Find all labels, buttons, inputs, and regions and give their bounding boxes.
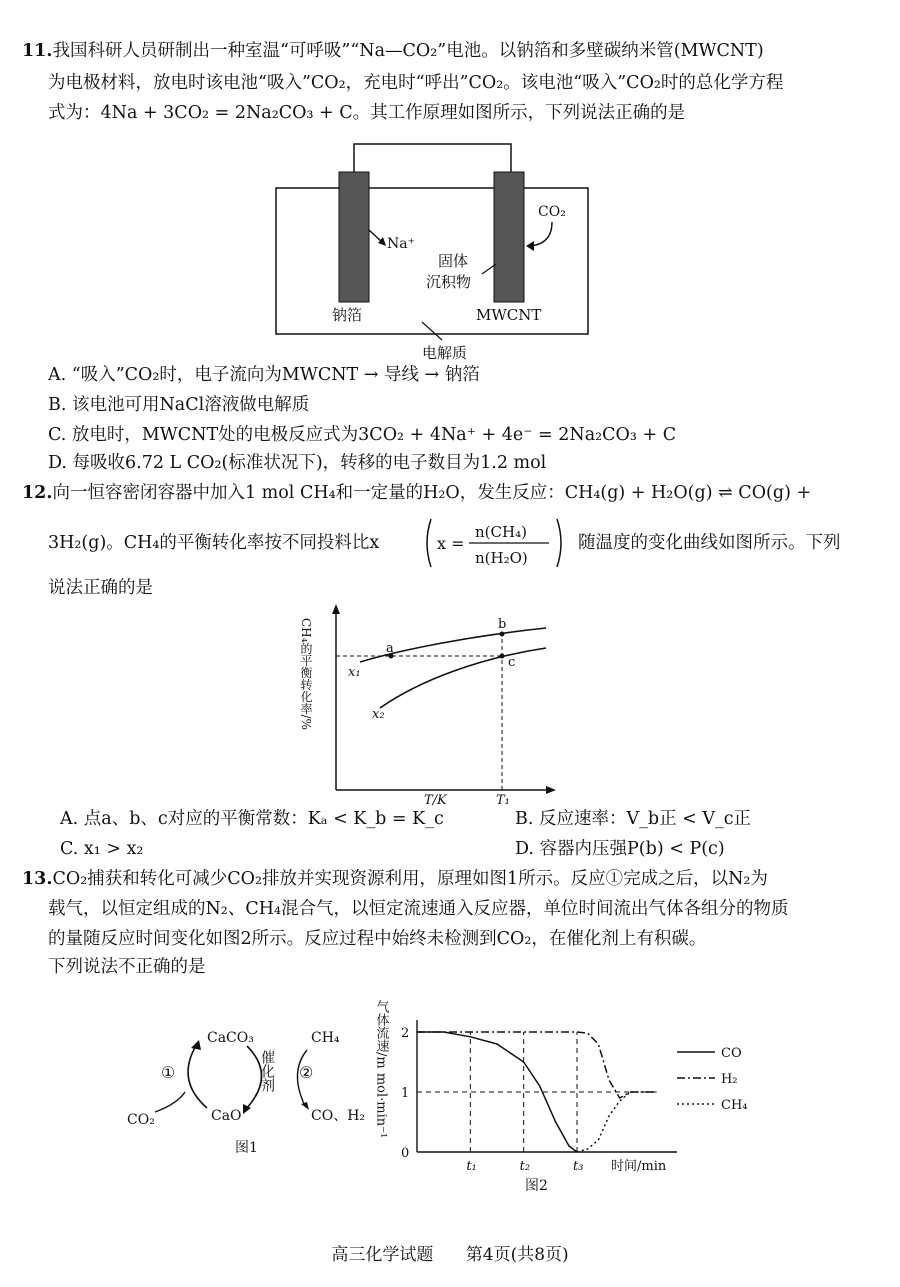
- time-xlabel: 时间/min: [611, 1159, 667, 1174]
- q11-option-a: A. “吸入”CO₂时，电子流向为MWCNT → 导线 → 钠箔: [48, 365, 480, 385]
- q13-text-1: CO₂捕获和转化可减少CO₂排放并实现资源利用，原理如图1所示。反应①完成之后，以N₂为: [52, 869, 768, 889]
- curve-x2: [380, 648, 546, 708]
- q12-option-d: D. 容器内压强P(b) < P(c): [515, 839, 725, 859]
- figure-2-caption: 图2: [525, 1178, 548, 1194]
- sodium-foil-label: 钠箔: [332, 306, 363, 324]
- svg-text:①: ①: [161, 1063, 176, 1082]
- battery-diagram: [270, 140, 600, 365]
- q11-number: 11.: [22, 41, 53, 61]
- x-tick-label: t₂: [519, 1159, 531, 1174]
- q12-text-1: 向一恒容密闭容器中加入1 mol CH₄和一定量的H₂O，发生反应：CH₄(g) + H₂O(g) ⇌ CO(g) +: [52, 483, 812, 503]
- x-tick-label: t₁: [466, 1159, 477, 1174]
- q13-line2: 载气，以恒定组成的N₂、CH₄混合气，以恒定流速通入反应器，单位时间流出气体各组分的物质: [48, 899, 789, 919]
- legend-label: H₂: [721, 1072, 738, 1087]
- series-CH₄: [577, 1092, 657, 1152]
- q12-line2a: 3H₂(g)。CH₄的平衡转化率按不同投料比x: [48, 533, 380, 553]
- point-c: [500, 654, 505, 659]
- q13-line4: 下列说法不正确的是: [48, 957, 206, 977]
- mwcnt-label: MWCNT: [476, 306, 542, 324]
- na-ion-label: Na⁺: [387, 236, 415, 252]
- series-H₂: [417, 1032, 657, 1098]
- svg-text:a: a: [386, 641, 394, 656]
- svg-text:T₁: T₁: [496, 793, 510, 808]
- q11-line2: 为电极材料，放电时该电池“吸入”CO₂，充电时“呼出”CO₂。该电池“吸入”CO₂时的总化学方程: [48, 73, 784, 93]
- svg-text:x₁: x₁: [348, 665, 361, 680]
- q11-option-d: D. 每吸收6.72 L CO₂(标准状况下)，转移的电子数目为1.2 mol: [48, 453, 547, 473]
- y-tick-label: 1: [401, 1086, 410, 1101]
- footer-subject: 高三化学试题: [331, 1245, 434, 1265]
- solid-label-1: 固体: [438, 252, 469, 270]
- q11-line3: 式为：4Na + 3CO₂ = 2Na₂CO₃ + C。其工作原理如图所示，下列说法正确的是: [48, 103, 686, 123]
- point-b: [500, 632, 505, 637]
- svg-text:催化剂: 催化剂: [259, 1050, 275, 1092]
- q12-option-a: A. 点a、b、c对应的平衡常数：Kₐ < K_b = K_c: [60, 809, 444, 829]
- conversion-ylabel: CH₄的平衡转化率/%: [299, 618, 313, 730]
- flow-ylabel: 气体流速/m mol·min⁻¹: [373, 1000, 389, 1139]
- q11-line1: [22, 38, 764, 64]
- svg-text:图1: 图1: [235, 1140, 258, 1156]
- legend-label: CH₄: [721, 1098, 748, 1113]
- q12-line3: 说法正确的是: [48, 578, 153, 598]
- sodium-foil-electrode: [339, 172, 369, 302]
- svg-text:CO、H₂: CO、H₂: [311, 1108, 366, 1124]
- q11-option-b: B. 该电池可用NaCl溶液做电解质: [48, 395, 310, 415]
- fraction-denominator: n(H₂O): [475, 549, 528, 567]
- q13-number: 13.: [22, 869, 53, 889]
- svg-text:CaCO₃: CaCO₃: [207, 1030, 254, 1046]
- wire: [354, 144, 511, 172]
- q12-option-c: C. x₁ > x₂: [60, 839, 144, 859]
- ratio-fraction: [423, 515, 573, 571]
- footer-page: 第4页(共8页): [465, 1245, 569, 1265]
- q11-option-c: C. 放电时，MWCNT处的电极反应式为3CO₂ + 4Na⁺ + 4e⁻ = 2Na₂CO₃ + C: [48, 425, 677, 445]
- q12-number: 12.: [22, 483, 53, 503]
- legend-label: CO: [721, 1046, 742, 1061]
- y-tick-label: 2: [401, 1026, 410, 1041]
- co2-label: CO₂: [538, 204, 566, 220]
- q11-text-1: 我国科研人员研制出一种室温“可呼吸”“Na—CO₂”电池。以钠箔和多壁碳纳米管(MWCNT): [52, 41, 764, 61]
- svg-text:CO₂: CO₂: [127, 1112, 155, 1128]
- svg-text:x₂: x₂: [372, 707, 385, 722]
- svg-text:CaO: CaO: [211, 1108, 242, 1124]
- svg-text:b: b: [498, 617, 507, 632]
- q12-option-b: B. 反应速率：V_b正 < V_c正: [515, 809, 752, 829]
- conversion-chart: [299, 600, 560, 808]
- svg-text:c: c: [508, 655, 516, 670]
- cycle-arrow-left: [188, 1044, 207, 1108]
- q12-line2b: 随温度的变化曲线如图所示。下列: [578, 533, 841, 553]
- svg-text:T/K: T/K: [424, 793, 447, 808]
- y-tick-label: 0: [401, 1146, 410, 1161]
- x-tick-label: t₃: [573, 1159, 584, 1174]
- svg-text:CH₄: CH₄: [311, 1030, 340, 1046]
- q13-line1: [22, 866, 768, 892]
- mwcnt-electrode: [494, 172, 524, 302]
- svg-text:②: ②: [299, 1063, 314, 1082]
- figure-2-chart: [375, 990, 795, 1200]
- q13-line3: 的量随反应时间变化如图2所示。反应过程中始终未检测到CO₂，在催化剂上有积碳。: [48, 929, 707, 949]
- na-arrow: [369, 230, 382, 242]
- page-footer: [0, 1240, 900, 1265]
- solid-label-2: 沉积物: [426, 273, 472, 291]
- electrolyte-label: 电解质: [422, 344, 468, 362]
- svg-text:x =: x =: [437, 534, 465, 553]
- figure-1-cycle: [115, 1020, 375, 1160]
- q12-line1: [22, 480, 811, 506]
- fraction-numerator: n(CH₄): [475, 523, 527, 541]
